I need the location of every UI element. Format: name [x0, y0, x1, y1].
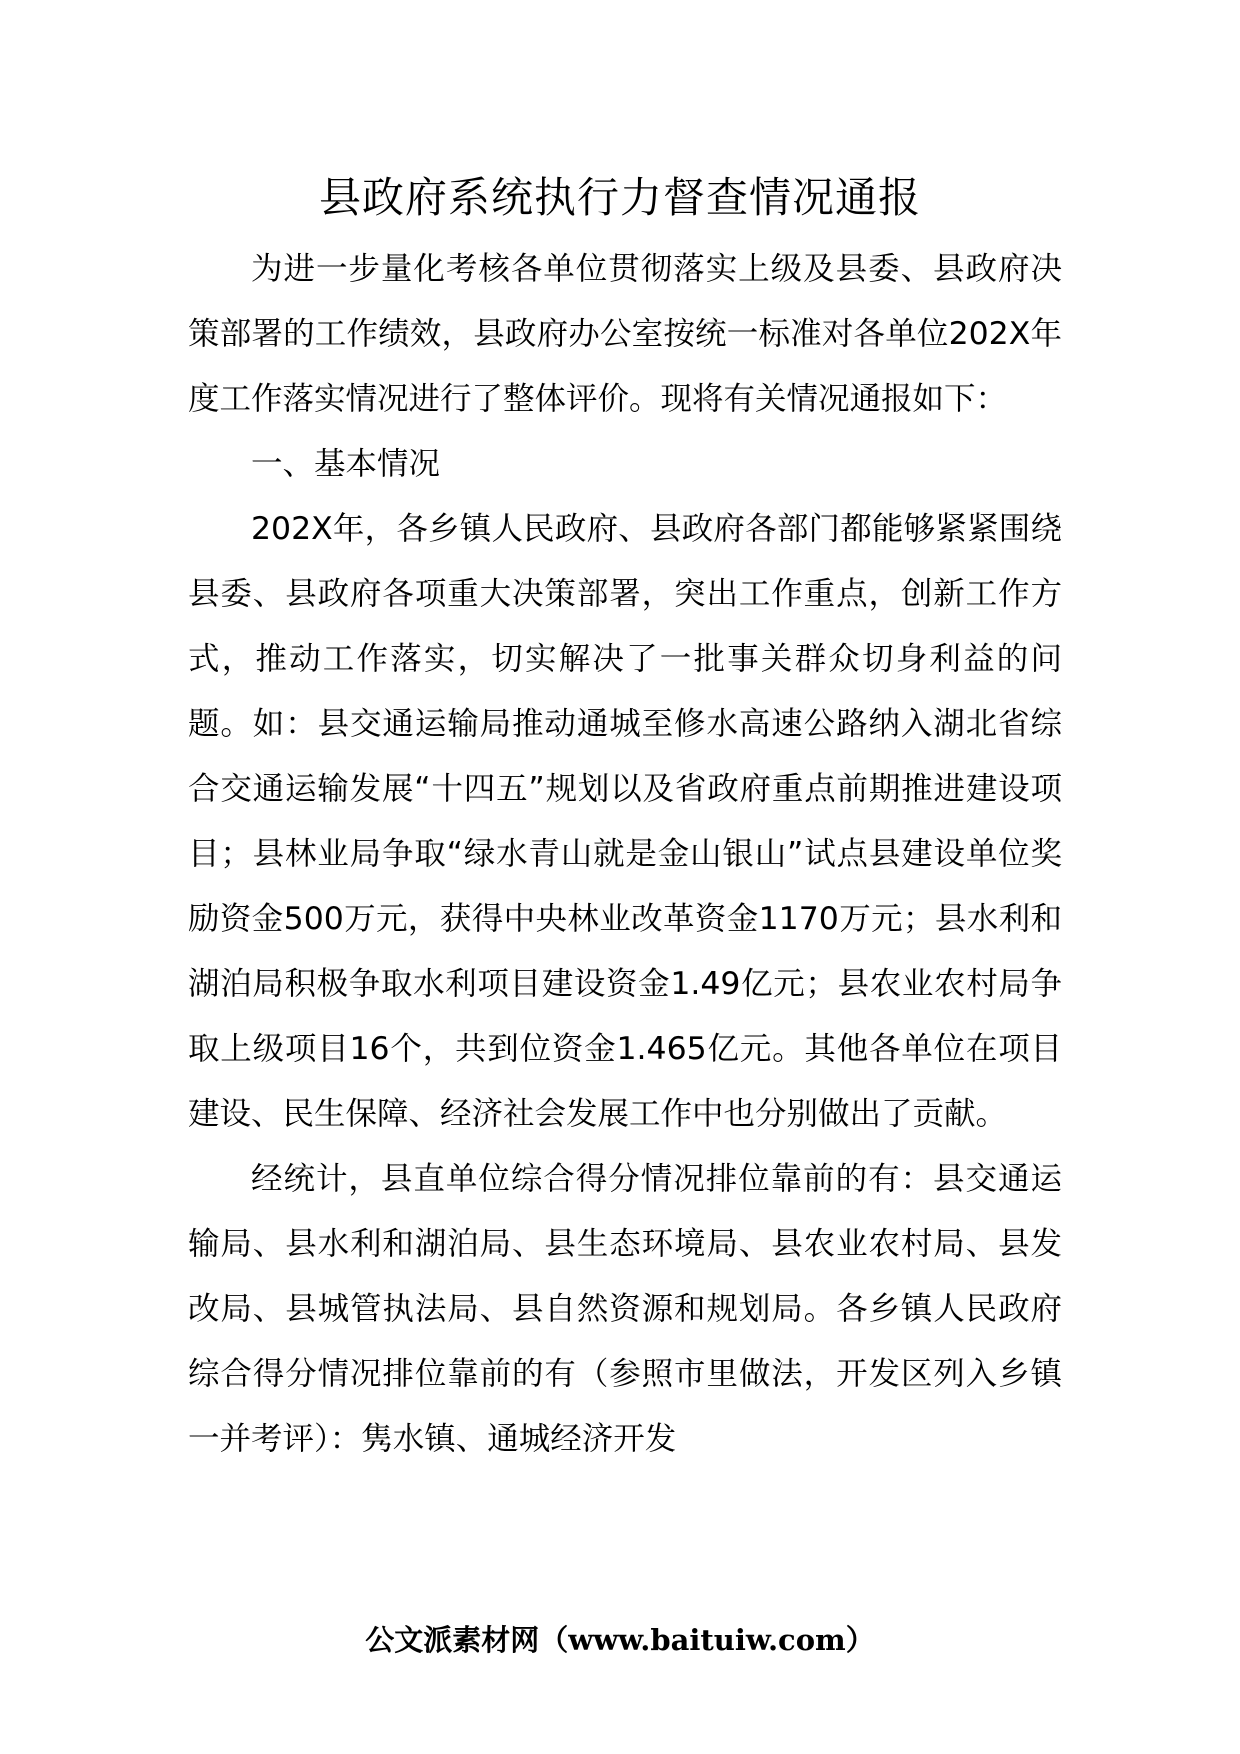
- document-title: 县政府系统执行力督查情况通报: [318, 173, 921, 222]
- ranking-paragraph: 经统计，县直单位综合得分情况排位靠前的有：县交通运输局、县水利和湖泊局、县生态环境局、县农业农村局、县发改局、县城管执法局、县自然资源和规划局。各乡镇人民政府综合得分情况排位靠前的有（参照市里做法，开发区列入乡镇一并考评）：隽水镇、通城经济开发: [188, 1161, 1062, 1457]
- footer-watermark: 公文派素材网（www.baituiw.com）: [365, 1623, 875, 1657]
- basic-situation-paragraph: 202X年，各乡镇人民政府、县政府各部门都能够紧紧围绕县委、县政府各项重大决策部署，突出工作重点，创新工作方式，推动工作落实，切实解决了一批事关群众切身利益的问题。如：县交通运输局推动通城至修水高速公路纳入湖北省综合交通运输发展“十四五”规划以及省政府重点前期推进建设项目；县林业局争取“绿水青山就是金山银山”试点县建设单位奖励资金500万元，获得中央林业改革资金1170万元；县水利和湖泊局积极争取水利项目建设资金1.49亿元；县农业农村局争取上级项目16个，共到位资金1.465亿元。其他各单位在项目建设、民生保障、经济社会发展工作中也分别做出了贡献。: [188, 511, 1062, 1132]
- document-body: [188, 237, 1062, 1472]
- intro-paragraph: 为进一步量化考核各单位贯彻落实上级及县委、县政府决策部署的工作绩效，县政府办公室按统一标准对各单位202X年度工作落实情况进行了整体评价。现将有关情况通报如下：: [188, 251, 1062, 417]
- section-heading: 一、基本情况: [251, 446, 441, 482]
